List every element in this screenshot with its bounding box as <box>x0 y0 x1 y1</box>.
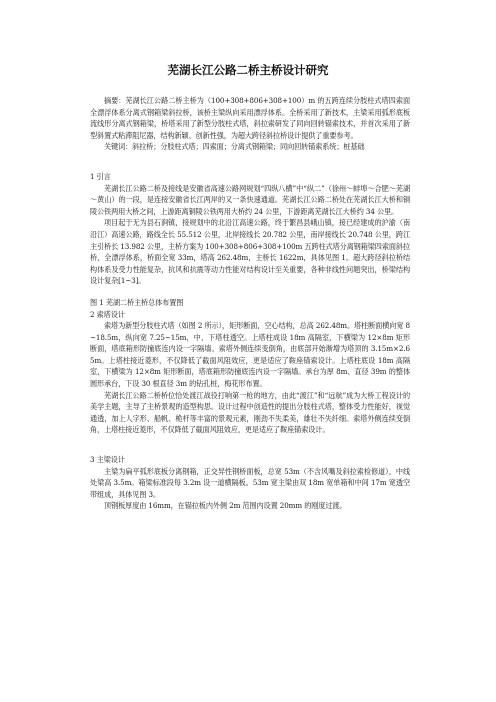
keywords: 关键词：斜拉桥；分肢柱式塔；四索面；分离式钢箱梁；同向回转锚索系统；桩基础 <box>104 142 365 152</box>
paper-title: 芜湖长江公路二桥主桥设计研究 <box>167 63 329 77</box>
paper-body <box>90 95 410 512</box>
section-3-paragraph-1: 主梁为扁平弧形底板分离钢箱，正交异性钢桥面板，总宽 53m（不含风嘴及斜拉索检修道），中线处梁高 3.5m。箱梁标准段每 3.2m 设一道横隔板。53m 宽主梁由双 18m 宽单箱和中间 17m 宽透空带组成，具体见图 3。 <box>90 466 410 499</box>
section-2-paragraph-1: 索塔为新型分肢柱式塔（如图 2 所示），矩形断面，空心结构，总高 262.48m。塔柱断面横向宽 8~18.5m，纵向宽 7.25~15m，中、下塔柱透空。上塔柱成设 18m 高隔室，下横梁为 12×8m 矩形断面，塔底箱形防撞底连内设一字隔墙。索塔外侧连续变倒角，由底部开始渐增为塔顶的 3.15m×2.65m。上塔柱接近菱形，不仅降低了截面风阻效应，更是适应了鞍座锚索设计。上塔柱底设 18m 高隔室，下横梁为 12×8m 矩形断面，塔底箱形防撞底连内设一字隔墙。承台为厚 8m、直径 39m 的整体圆形承台，下设 30 根直径 3m 的钻孔桩，梅花形布置。 <box>90 321 410 389</box>
section-3-paragraph-2: 顶钢板厚度由 16mm，在锚拉板内外侧 2m 范围内设置 20mm 的刚度过渡。 <box>104 501 347 511</box>
section-1-paragraph-1: 芜湖长江公路二桥及接线是安徽省高速公路网规划“四纵八横”中“纵二”（徐州～蚌埠～合肥～芜湖～黄山）的一段，是连接安徽省长江两岸的又一条快速通道。芜湖长江公路二桥处在芜湖长江大桥和铜陵公铁两用大桥之间，上游距离铜陵公铁两用大桥约 24 公里，下游距离芜湖长江大桥约 34 公里。 <box>90 183 410 216</box>
section-3-heading: 3 主梁设计 <box>90 455 125 465</box>
section-1-paragraph-2: 项目起于无为县石涧镇，接规划中的北沿江高速公路，终于繁昌县峨山镇，接已经建成的沪渝（南沿江）高速公路，路线全长 55.512 公里，北岸接线长 20.782 公里，南岸接线长 20.748 公里，跨江主引桥长 13.982 公里，主桥方案为 100+308+806+308+100m 五跨柱式塔分离钢箱梁四索面斜拉桥，全漂浮体系，桥面全宽 33m，塔高 262.48m，主桥长 1622m，具体见图 1。超大跨径斜拉桥结构体系及受力性能复杂，抗风和抗震等动力性能对结构设计至关重要，各种非线性问题突出，桥梁结构设计复杂[1~3]。 <box>90 218 411 286</box>
section-2-paragraph-2: 芜湖长江公路二桥桥位恰处渡江战役打响第一枪的地方，由此“渡江”和“远航”成为大桥工程设计的美学主题，主导了主桥景观的造型构思。设计过程中创造性的提出分肢柱式塔，整体受力性能好，视觉通透，加上人字形、船帆、桅杆等丰富的景观元素，刚劲不失柔美，雄壮不失纤细。索塔外侧连续变倒角，上塔柱接近菱形，不仅降低了截面风阻效应，更是适应了鞍座锚索设计。 <box>90 390 410 435</box>
section-2-heading: 2 索塔设计 <box>90 309 125 319</box>
section-1-heading: 1 引言 <box>90 171 111 181</box>
abstract: 摘要：芜湖长江公路二桥主桥为（100+308+806+308+100）m 的五跨连续分肢柱式塔四索面全漂浮体系分离式钢箱梁斜拉桥，该桥主梁纵向采用漂浮体系。全桥采用了新技术，主梁采用弧形底板流线形分离式钢箱梁，桥塔采用了新型分肢柱式塔，斜拉索研发了同向回转锚索技术，并首次采用了新型斜置式粘滞阻尼器，结构新颖、创新性强，为超大跨径斜拉桥设计提供了重要参考。 <box>90 96 410 140</box>
figure-1-caption: 图 1 芜湖二桥主桥总体布置图 <box>90 297 184 307</box>
